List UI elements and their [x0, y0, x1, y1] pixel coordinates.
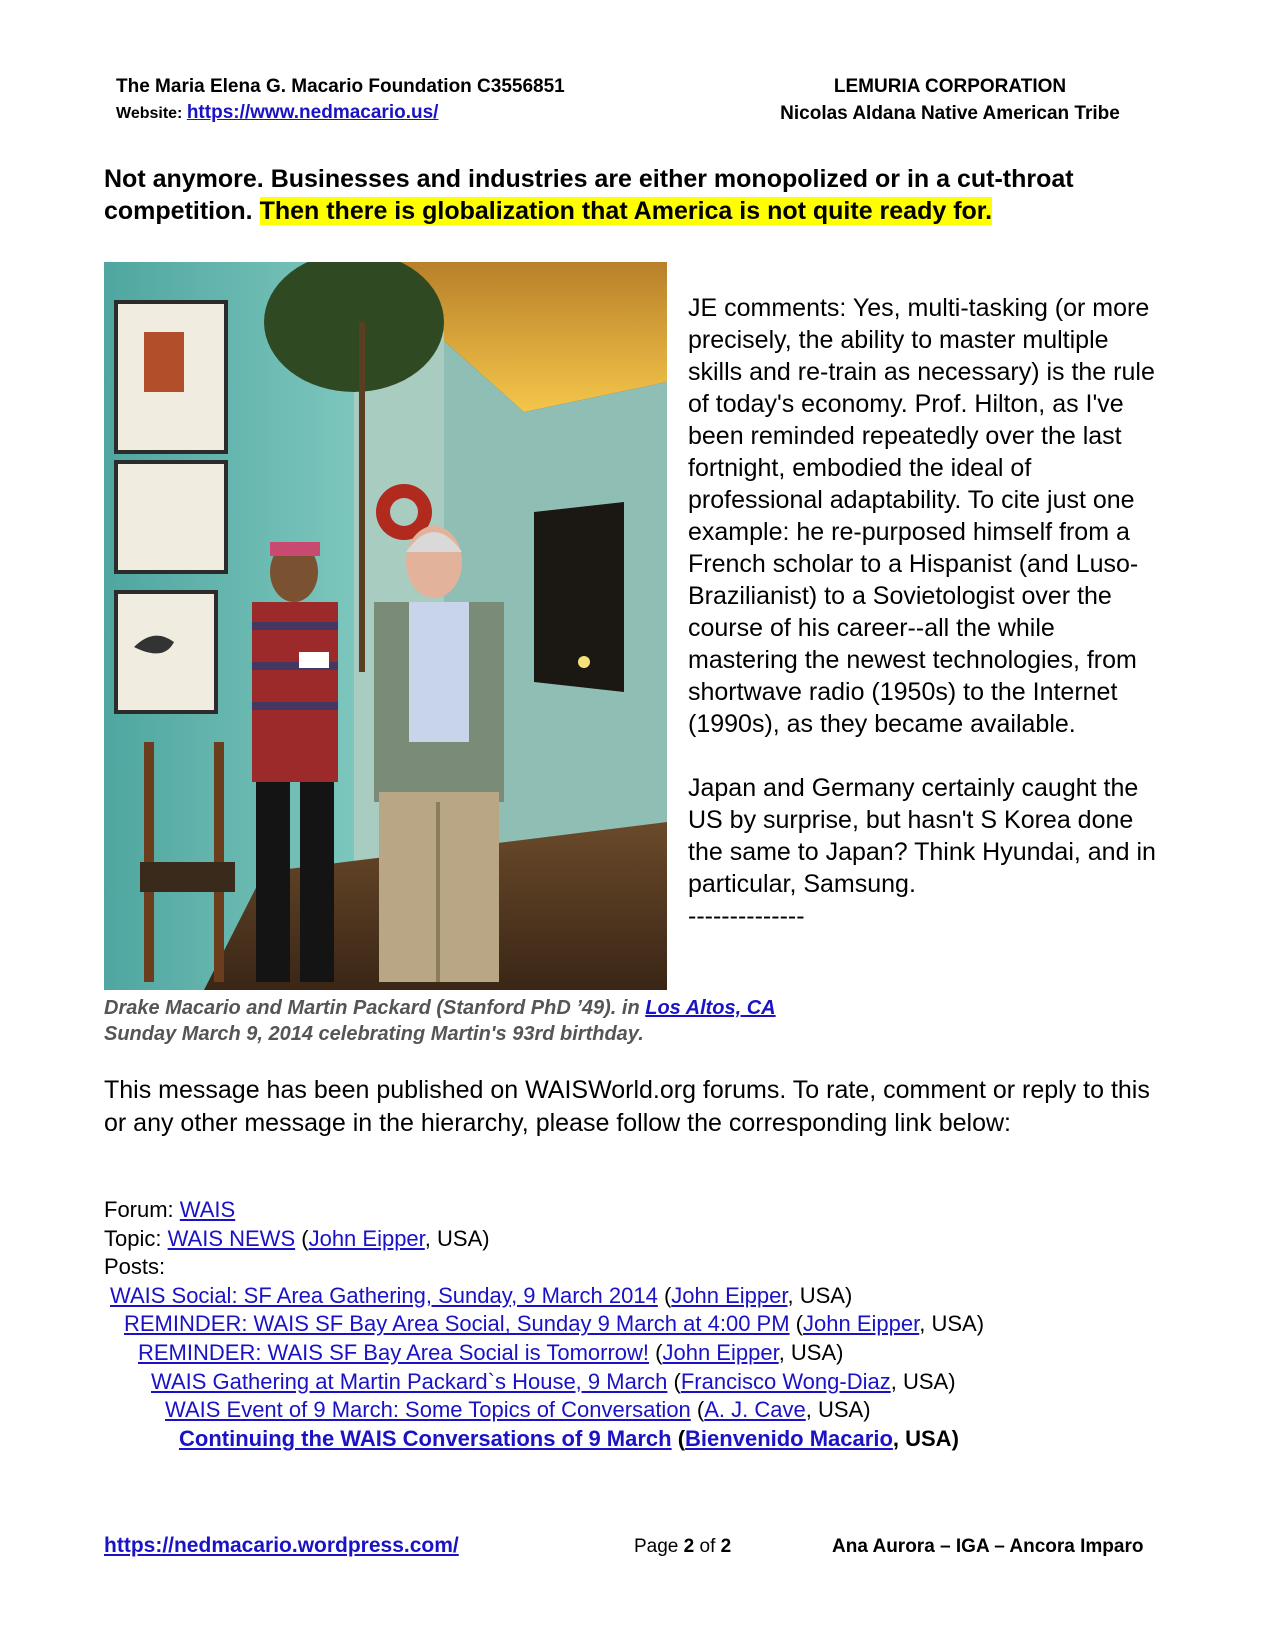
caption-line-2: Sunday March 9, 2014 celebrating Martin's 93rd birthday.: [104, 1023, 644, 1045]
post-author-link[interactable]: John Eipper: [803, 1311, 920, 1337]
lead-highlight: Then there is globalization that America is not quite ready for.: [259, 197, 993, 225]
header-left: [116, 76, 565, 124]
lead-text: Not anymore. Businesses and industries are either monopolized or in a cut-throat competition.: [104, 165, 1074, 225]
post-country: USA: [905, 1425, 952, 1451]
page-current: 2: [683, 1536, 695, 1557]
post-author-link[interactable]: A. J. Cave: [704, 1397, 806, 1423]
photo-caption: [104, 995, 776, 1047]
post-row: REMINDER: WAIS SF Bay Area Social is Tomorrow! (John Eipper, USA): [138, 1339, 844, 1365]
corporation-name: LEMURIA CORPORATION: [833, 76, 1067, 97]
website-label: Website:: [116, 105, 187, 122]
topic-label: Topic:: [104, 1225, 168, 1251]
published-message: This message has been published on WAISWorld.org forums. To rate, comment or reply to this or any other message in the hierarchy, please follow the corresponding link below:: [104, 1076, 1150, 1137]
post-row-current: Continuing the WAIS Conversations of 9 March (Bienvenido Macario, USA): [179, 1425, 959, 1451]
post-country: USA: [817, 1397, 864, 1423]
post-title-link[interactable]: WAIS Social: SF Area Gathering, Sunday, 9 March 2014: [110, 1282, 658, 1308]
tribe-name: Nicolas Aldana Native American Tribe: [780, 103, 1120, 124]
post-title-link[interactable]: Continuing the WAIS Conversations of 9 March: [179, 1425, 672, 1451]
photo-illustration: [104, 262, 667, 990]
post-row: WAIS Event of 9 March: Some Topics of Conversation (A. J. Cave, USA): [165, 1397, 871, 1423]
header-right: [740, 76, 1160, 125]
post-title-link[interactable]: WAIS Event of 9 March: Some Topics of Conversation: [165, 1397, 691, 1423]
posts-label: Posts:: [104, 1254, 166, 1280]
footer-wordpress-link[interactable]: https://nedmacario.wordpress.com/: [104, 1534, 459, 1557]
page-number: [634, 1536, 731, 1558]
post-row: WAIS Social: SF Area Gathering, Sunday, 9 March 2014 (John Eipper, USA): [110, 1282, 853, 1308]
page-total: 2: [720, 1536, 732, 1557]
forum-block: [104, 1196, 984, 1453]
comment-separator: --------------: [688, 902, 805, 930]
post-author-link[interactable]: Bienvenido Macario: [685, 1425, 893, 1451]
forum-link[interactable]: WAIS: [179, 1197, 236, 1222]
page-of: of: [694, 1536, 721, 1557]
topic-country: USA: [437, 1225, 483, 1251]
caption-line-1: [104, 995, 776, 1021]
post-country: USA: [790, 1339, 837, 1365]
post-title-link[interactable]: REMINDER: WAIS SF Bay Area Social, Sunday 9 March at 4:00 PM: [124, 1311, 790, 1337]
foundation-name: The Maria Elena G. Macario Foundation C3556851: [116, 76, 565, 97]
post-row: WAIS Gathering at Martin Packard`s House, 9 March (Francisco Wong-Diaz, USA): [151, 1368, 956, 1394]
event-photo: [104, 262, 667, 990]
page-prefix: Page: [634, 1536, 684, 1557]
post-author-link[interactable]: John Eipper: [662, 1339, 779, 1365]
topic-link[interactable]: WAIS NEWS: [167, 1225, 296, 1251]
forum-label: Forum:: [104, 1197, 180, 1222]
post-country: USA: [902, 1368, 949, 1394]
post-country: USA: [799, 1282, 845, 1308]
comment-paragraph-2: Japan and Germany certainly caught the US by surprise, but hasn't S Korea done the same to Japan? Think Hyundai, and in particular, Samsung.: [688, 774, 1156, 898]
footer-motto: Ana Aurora – IGA – Ancora Imparo: [832, 1536, 1144, 1557]
post-title-link[interactable]: REMINDER: WAIS SF Bay Area Social is Tomorrow!: [138, 1339, 650, 1365]
post-row: REMINDER: WAIS SF Bay Area Social, Sunday 9 March at 4:00 PM (John Eipper, USA): [124, 1311, 985, 1337]
los-altos-link[interactable]: Los Altos, CA: [645, 997, 776, 1019]
website-line: [116, 102, 565, 124]
lead-paragraph: [104, 163, 1174, 227]
post-author-link[interactable]: John Eipper: [671, 1282, 788, 1308]
post-title-link[interactable]: WAIS Gathering at Martin Packard`s House, 9 March: [151, 1368, 668, 1394]
forum-row: [104, 1196, 984, 1225]
post-author-link[interactable]: Francisco Wong-Diaz: [680, 1368, 891, 1394]
caption-text: Drake Macario and Martin Packard (Stanford PhD ’49). in: [104, 997, 646, 1019]
topic-row: Topic: WAIS NEWS (John Eipper, USA): [104, 1225, 490, 1251]
website-link[interactable]: https://www.nedmacario.us/: [186, 102, 439, 123]
je-comments: [688, 292, 1168, 932]
topic-author-link[interactable]: John Eipper: [308, 1225, 425, 1251]
comment-paragraph-1: JE comments: Yes, multi-tasking (or more precisely, the ability to master multiple skills and re-train as necessary) is the rule of today's economy. Prof. Hilton, as I've been reminded repeatedly over the last fortnight, embodied the ideal of professional adaptability. To cite just one example: he re-purposed himself from a French scholar to a Hispanist (and Luso-Brazilianist) to a Sovietologist over the course of his career--all the while mastering the newest technologies, from shortwave radio (1950s) to the Internet (1990s), as they became available.: [688, 294, 1155, 738]
post-country: USA: [931, 1311, 977, 1337]
